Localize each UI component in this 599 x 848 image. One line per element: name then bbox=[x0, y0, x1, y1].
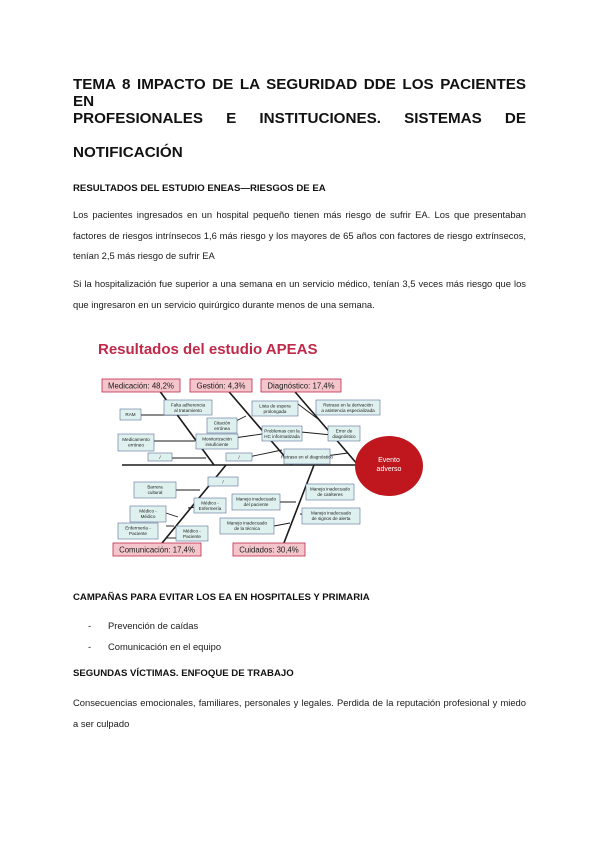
apeas-fishbone-diagram bbox=[96, 332, 456, 564]
cause-error-diagnostico-line-2: diagnóstico bbox=[332, 434, 356, 439]
cause-citacion-line-2: errónea bbox=[214, 426, 230, 431]
cause-manejo-cateteres-line-2: de catéteres bbox=[317, 492, 343, 497]
paragraph-consecuencias: Consecuencias emocionales, familiares, personales y legales. Perdida de la reputación profesional y miedo a ser culpado bbox=[73, 697, 526, 729]
cause-boxes bbox=[118, 400, 380, 541]
category-gestion: Gestión: 4,3% bbox=[196, 381, 246, 391]
cause-manejo-paciente-line-1: Manejo inadecuado bbox=[235, 496, 277, 502]
cause-medico-medico-line-1: Médico - bbox=[139, 508, 157, 514]
category-cuidados: Cuidados: 30,4% bbox=[239, 545, 299, 555]
paragraph-eneas-risk: Los pacientes ingresados en un hospital pequeño tienen más riesgo de sufrir EA. Los que presentaban factores de riesgos intrínsecos 1,6 más riesgo y los mayores de 65 años con factores de riesgo extrínsecos, tenían 2,5 más riesgo de sufrir EA bbox=[73, 209, 526, 261]
cause-barrera-cultural-line-2: cultural bbox=[147, 490, 163, 495]
section-heading-segundas-victimas: SEGUNDAS VÍCTIMAS. ENFOQUE DE TRABAJO bbox=[73, 668, 294, 679]
cause-manejo-signos-line-1: Manejo inadecuado bbox=[310, 510, 352, 516]
paragraph-hospitalization: Si la hospitalización fue superior a una semana en un servicio médico, tenían 3,5 veces más riesgo que los que ingresaron en un servicio quirúrgico durante menos de una semana. bbox=[73, 278, 526, 310]
cause-manejo-tecnica-line-2: de la técnica bbox=[234, 526, 260, 531]
bullet-text: Comunicación en el equipo bbox=[108, 641, 222, 652]
effect-label-line-1: Evento bbox=[378, 457, 400, 464]
cause-medicamento-erroneo-line-1: Medicamento bbox=[122, 437, 150, 442]
document-title-line-1: TEMA 8 IMPACTO DE LA SEGURIDAD DDE LOS PACIENTES EN bbox=[73, 76, 526, 110]
bullet-marker: - bbox=[88, 620, 92, 631]
bone-cuidados bbox=[282, 465, 314, 548]
cause-slash-comunicacion: / bbox=[222, 479, 224, 485]
cause-citacion-line-1: Citación bbox=[213, 420, 231, 426]
cause-lista-espera-line-2: prolongada bbox=[263, 409, 287, 414]
cause-medico-paciente-line-1: Médico - bbox=[183, 528, 201, 534]
cause-manejo-cateteres-line-1: Manejo inadecuado bbox=[309, 486, 351, 492]
cause-monitorizacion-line-2: insuficiente bbox=[205, 442, 229, 447]
cause-medico-enfermeria-line-2: Enfermería bbox=[198, 506, 222, 511]
cause-slash-medicacion: / bbox=[159, 455, 161, 460]
cause-ram: RAM bbox=[125, 412, 136, 417]
cause-medico-paciente-line-2: Paciente bbox=[183, 534, 201, 539]
cause-retraso-derivacion-line-1: Retraso en la derivación bbox=[323, 402, 373, 408]
cause-falta-adherencia-line-2: al tratamiento bbox=[174, 408, 202, 413]
bullet-item-comunicacion bbox=[88, 641, 221, 652]
bullet-text: Prevención de caídas bbox=[108, 620, 199, 631]
cause-manejo-signos-line-2: de signos de alerta bbox=[311, 516, 351, 521]
diagram-title: Resultados del estudio APEAS bbox=[98, 341, 318, 358]
cause-monitorizacion-line-1: Monitorización bbox=[202, 436, 232, 442]
cause-error-diagnostico-line-1: Error de bbox=[335, 428, 353, 434]
section-heading-campanas: CAMPAÑAS PARA EVITAR LOS EA EN HOSPITALES Y PRIMARIA bbox=[73, 592, 370, 603]
category-medicacion: Medicación: 48,2% bbox=[108, 381, 174, 391]
cause-problemas-hc-line-2: HC informatizada bbox=[264, 434, 300, 439]
cause-medico-medico-line-2: Médico bbox=[140, 514, 156, 519]
category-diagnostico: Diagnóstico: 17,4% bbox=[267, 381, 335, 391]
cause-problemas-hc-line-1: Problemas con la bbox=[264, 428, 300, 434]
cause-manejo-paciente-line-2: del paciente bbox=[243, 502, 269, 507]
cause-retraso-derivacion-line-2: a asistencia especializada bbox=[321, 408, 375, 413]
document-title-line-3: NOTIFICACIÓN bbox=[73, 144, 183, 161]
bullet-marker: - bbox=[88, 641, 92, 652]
category-comunicacion: Comunicación: 17,4% bbox=[119, 545, 195, 555]
cause-enfermeria-paciente-line-2: Paciente bbox=[129, 531, 147, 536]
cause-falta-adherencia-line-1: Falta adherencia bbox=[170, 402, 206, 408]
cause-retraso-diagnostico: Retraso en el diagnóstico bbox=[281, 454, 333, 460]
cause-slash-gestion: / bbox=[238, 455, 240, 460]
section-heading-eneas: RESULTADOS DEL ESTUDIO ENEAS—RIESGOS DE EA bbox=[73, 183, 326, 194]
cause-medicamento-erroneo-line-2: erróneo bbox=[128, 442, 144, 448]
cause-medico-enfermeria-line-1: Médico - bbox=[201, 500, 219, 506]
cause-lista-espera-line-1: Lista de espera bbox=[259, 403, 291, 409]
cause-manejo-tecnica-line-1: Manejo inadecuado bbox=[226, 520, 268, 526]
bullet-item-prevencion bbox=[88, 620, 198, 631]
document-title-line-2: PROFESIONALES E INSTITUCIONES. SISTEMAS DE bbox=[73, 110, 526, 127]
effect-label-line-2: adverso bbox=[376, 466, 402, 473]
cause-enfermeria-paciente-line-1: Enfermería - bbox=[125, 525, 151, 531]
cause-barrera-cultural-line-1: Barrera bbox=[147, 484, 163, 490]
